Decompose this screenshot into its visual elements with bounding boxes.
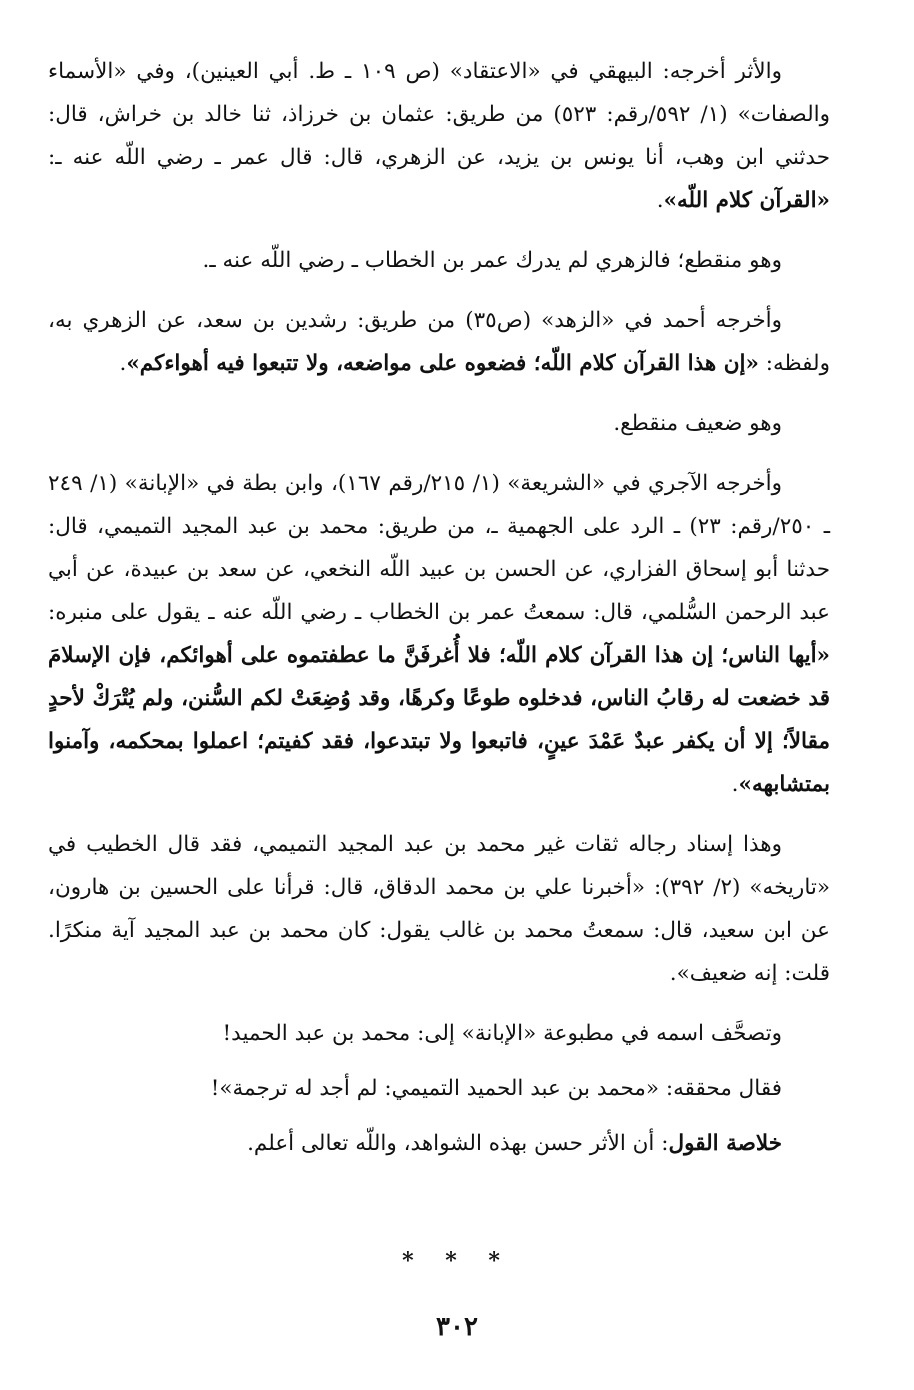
section-separator: * * *	[402, 1248, 512, 1274]
paragraph-8	[48, 1067, 830, 1110]
conclusion-label: خلاصة القول	[668, 1131, 782, 1156]
quote-zuhd: «إن هذا القرآن كلام اللّه؛ فضعوه على مواضعه، ولا تتبعوا فيه أهواءكم»	[126, 351, 759, 376]
paragraph-3	[48, 299, 830, 385]
paragraph-9	[48, 1122, 830, 1165]
paragraph-2	[48, 239, 830, 282]
paragraph-6-text: وهذا إسناد رجاله ثقات غير محمد بن عبد المجيد التميمي، فقد قال الخطيب في «تاريخه» (٢/ ٣٩٢): «أخبرنا علي بن محمد الدقاق، قال: قرأنا على الحسين بن هارون، عن ابن سعيد، قال: سمعتُ محمد بن غالب يقول: كان محمد بن عبد المجيد آية منكرًا. قلت: إنه ضعيف».	[48, 832, 831, 986]
page-number: ٣٠٢	[436, 1312, 478, 1342]
paragraph-7-text: وتصحَّف اسمه في مطبوعة «الإبانة» إلى: محمد بن عبد الحميد!	[222, 1021, 782, 1046]
paragraph-1	[48, 50, 830, 222]
paragraph-3-end: .	[119, 351, 127, 376]
paragraph-3-text: وأخرجه أحمد في «الزهد» (ص٣٥) من طريق: رشدين بن سعد، عن الزهري به، ولفظه:	[48, 308, 830, 376]
paragraph-5-text: وأخرجه الآجري في «الشريعة» (١/ ٢١٥/رقم ١٦٧)، وابن بطة في «الإبانة» (١/ ٢٤٩ ـ ٢٥٠/رقم: ٢٣) ـ الرد على الجهمية ـ، من طريق: محمد بن عبد المجيد التميمي، قال: حدثنا أبو إسحاق الفزاري، عن الحسن بن عبيد اللّه النخعي، عن سعد بن عبيدة، عن أبي عبد الرحمن السُّلمي، قال: سمعتُ عمر بن الخطاب ـ رضي اللّه عنه ـ يقول على منبره:	[48, 471, 830, 625]
page-body	[48, 50, 830, 1182]
paragraph-2-text: وهو منقطع؛ فالزهري لم يدرك عمر بن الخطاب ـ رضي اللّه عنه ـ.	[202, 248, 782, 273]
paragraph-7	[48, 1012, 830, 1055]
paragraph-8-text: فقال محققه: «محمد بن عبد الحميد التميمي: لم أجد له ترجمة»!	[210, 1076, 782, 1101]
paragraph-9-text: : أن الأثر حسن بهذه الشواهد، واللّه تعالى أعلم.	[247, 1131, 669, 1156]
quote-quran-kalam-allah: «القرآن كلام اللّه»	[663, 188, 830, 213]
paragraph-1-end: .	[656, 188, 664, 213]
quote-umar-sermon: «أيها الناس؛ إن هذا القرآن كلام اللّه؛ فلا أُغرفَنَّ ما عطفتموه على أهوائكم، فإن الإسلامَ قد خضعت له رقابُ الناس، فدخلوه طوعًا وكرهًا، وقد وُضِعَتْ لكم السُّنن، ولم يُتْرَكْ لأحدٍ مقالاً؛ إلا أن يكفر عبدٌ عَمْدَ عينٍ، فاتبعوا ولا تبتدعوا، فقد كفيتم؛ اعملوا بمحكمه، وآمنوا بمتشابهه»	[48, 643, 830, 797]
paragraph-5	[48, 462, 830, 806]
paragraph-5-end: .	[731, 772, 739, 797]
paragraph-4	[48, 402, 830, 445]
paragraph-1-text: والأثر أخرجه: البيهقي في «الاعتقاد» (ص ١٠٩ ـ ط. أبي العينين)، وفي «الأسماء والصفات» (١/ ٥٩٢/رقم: ٥٢٣) من طريق: عثمان بن خرزاذ، ثنا خالد بن خراش، قال: حدثني ابن وهب، أنا يونس بن يزيد، عن الزهري، قال: قال عمر ـ رضي اللّه عنه ـ:	[48, 59, 830, 170]
paragraph-4-text: وهو ضعيف منقطع.	[613, 411, 782, 436]
paragraph-6	[48, 823, 830, 995]
